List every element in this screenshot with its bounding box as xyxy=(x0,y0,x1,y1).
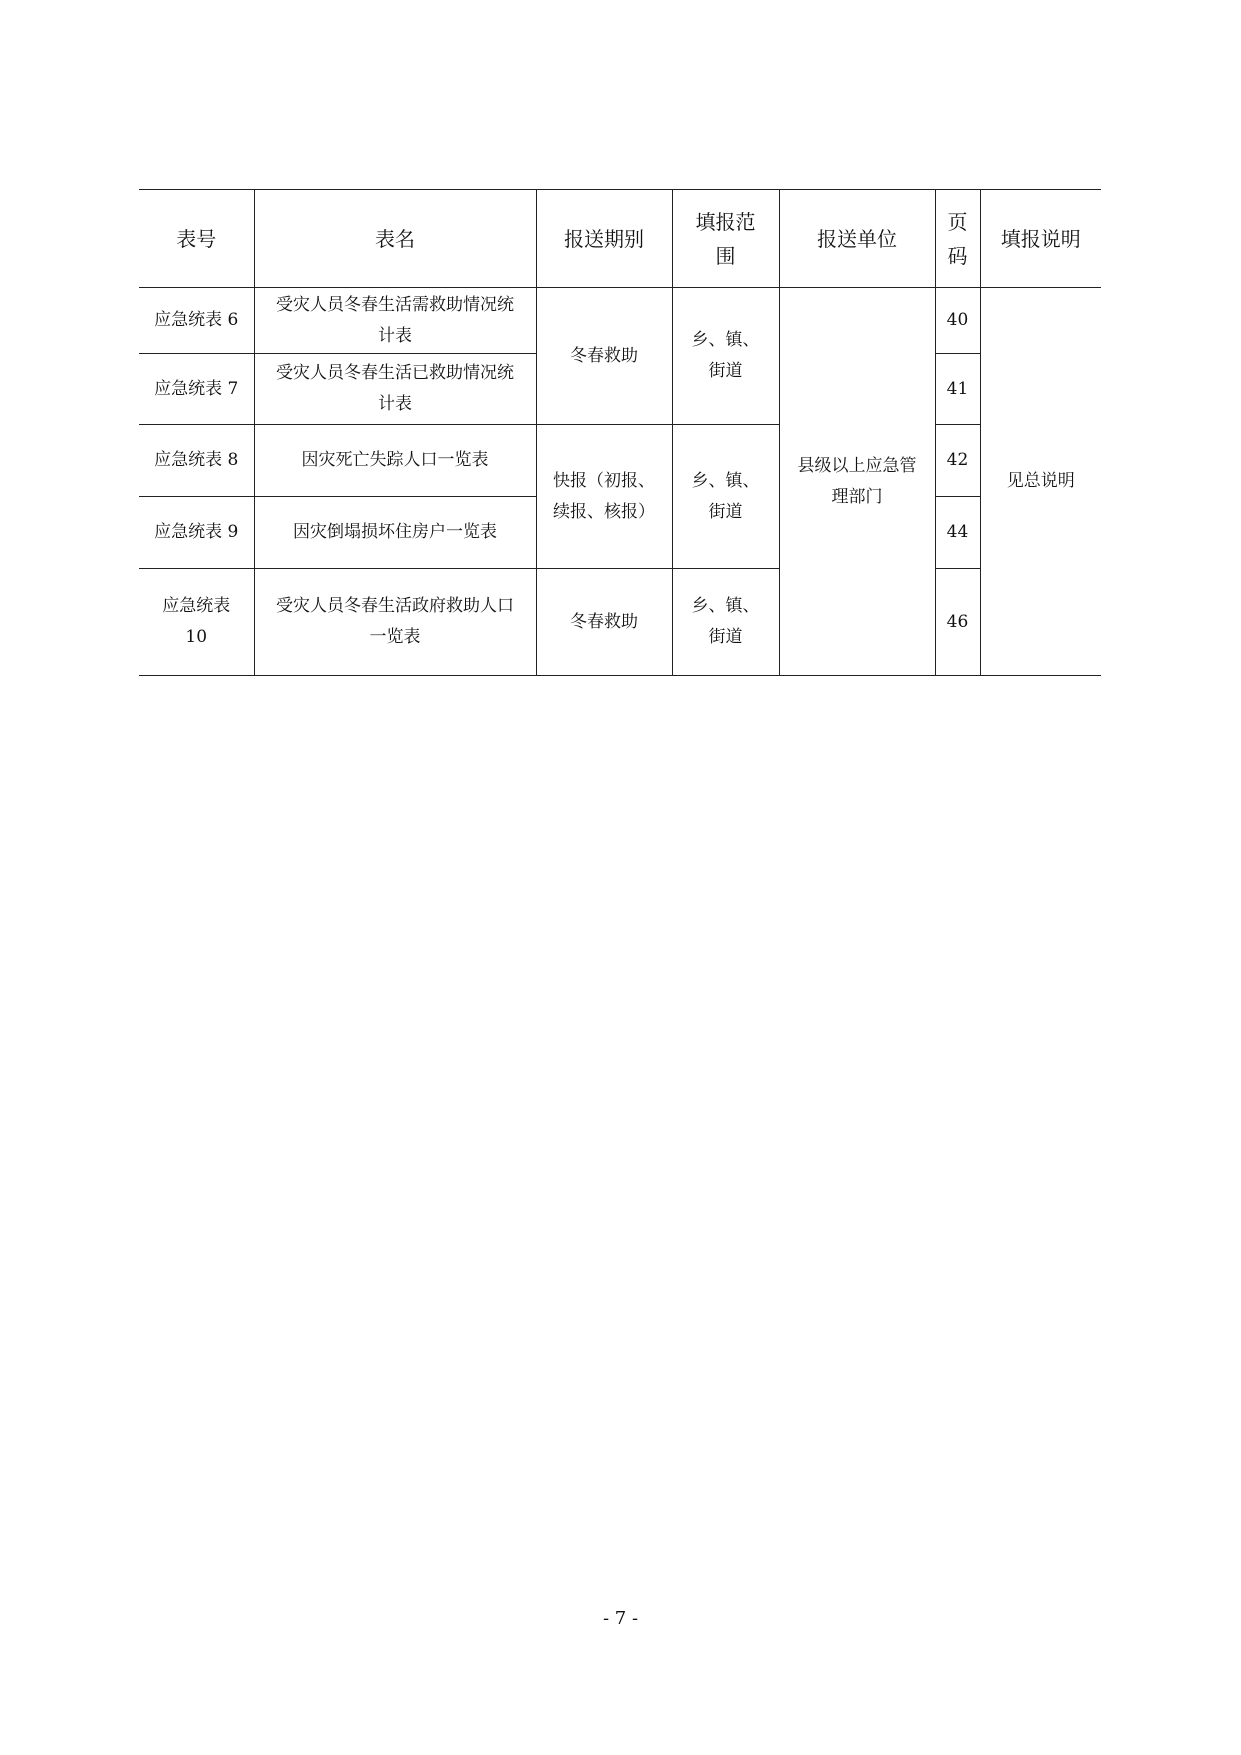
table-row xyxy=(139,288,1101,354)
period-cell: 快报（初报、续报、核报） xyxy=(536,425,672,569)
header-period: 报送期别 xyxy=(536,190,672,288)
period-cell: 冬春救助 xyxy=(536,569,672,676)
header-unit: 报送单位 xyxy=(779,190,935,288)
period-cell: 冬春救助 xyxy=(536,288,672,425)
row-code: 应急统表 6 xyxy=(139,288,254,354)
header-note: 填报说明 xyxy=(980,190,1101,288)
row-page: 40 xyxy=(935,288,980,354)
header-name: 表名 xyxy=(254,190,536,288)
page-number: - 7 - xyxy=(602,1608,639,1629)
scope-cell: 乡、镇、街道 xyxy=(672,569,779,676)
row-code: 应急统表 8 xyxy=(139,425,254,497)
table-header-row xyxy=(139,190,1101,288)
row-page: 41 xyxy=(935,354,980,425)
header-code: 表号 xyxy=(139,190,254,288)
row-name: 因灾死亡失踪人口一览表 xyxy=(254,425,536,497)
row-name: 受灾人员冬春生活已救助情况统计表 xyxy=(254,354,536,425)
row-page: 44 xyxy=(935,497,980,569)
header-scope: 填报范围 xyxy=(672,190,779,288)
row-name: 受灾人员冬春生活政府救助人口一览表 xyxy=(254,569,536,676)
table-row xyxy=(139,569,1101,676)
row-code: 应急统表 10 xyxy=(139,569,254,676)
row-page: 42 xyxy=(935,425,980,497)
row-code: 应急统表 7 xyxy=(139,354,254,425)
table-row xyxy=(139,425,1101,497)
row-name: 因灾倒塌损坏住房户一览表 xyxy=(254,497,536,569)
row-code: 应急统表 9 xyxy=(139,497,254,569)
report-index-table xyxy=(139,189,1101,676)
scope-cell: 乡、镇、街道 xyxy=(672,288,779,425)
note-cell: 见总说明 xyxy=(980,288,1101,676)
unit-cell: 县级以上应急管理部门 xyxy=(779,288,935,676)
header-page: 页码 xyxy=(935,190,980,288)
scope-cell: 乡、镇、街道 xyxy=(672,425,779,569)
row-name: 受灾人员冬春生活需救助情况统计表 xyxy=(254,288,536,354)
row-page: 46 xyxy=(935,569,980,676)
